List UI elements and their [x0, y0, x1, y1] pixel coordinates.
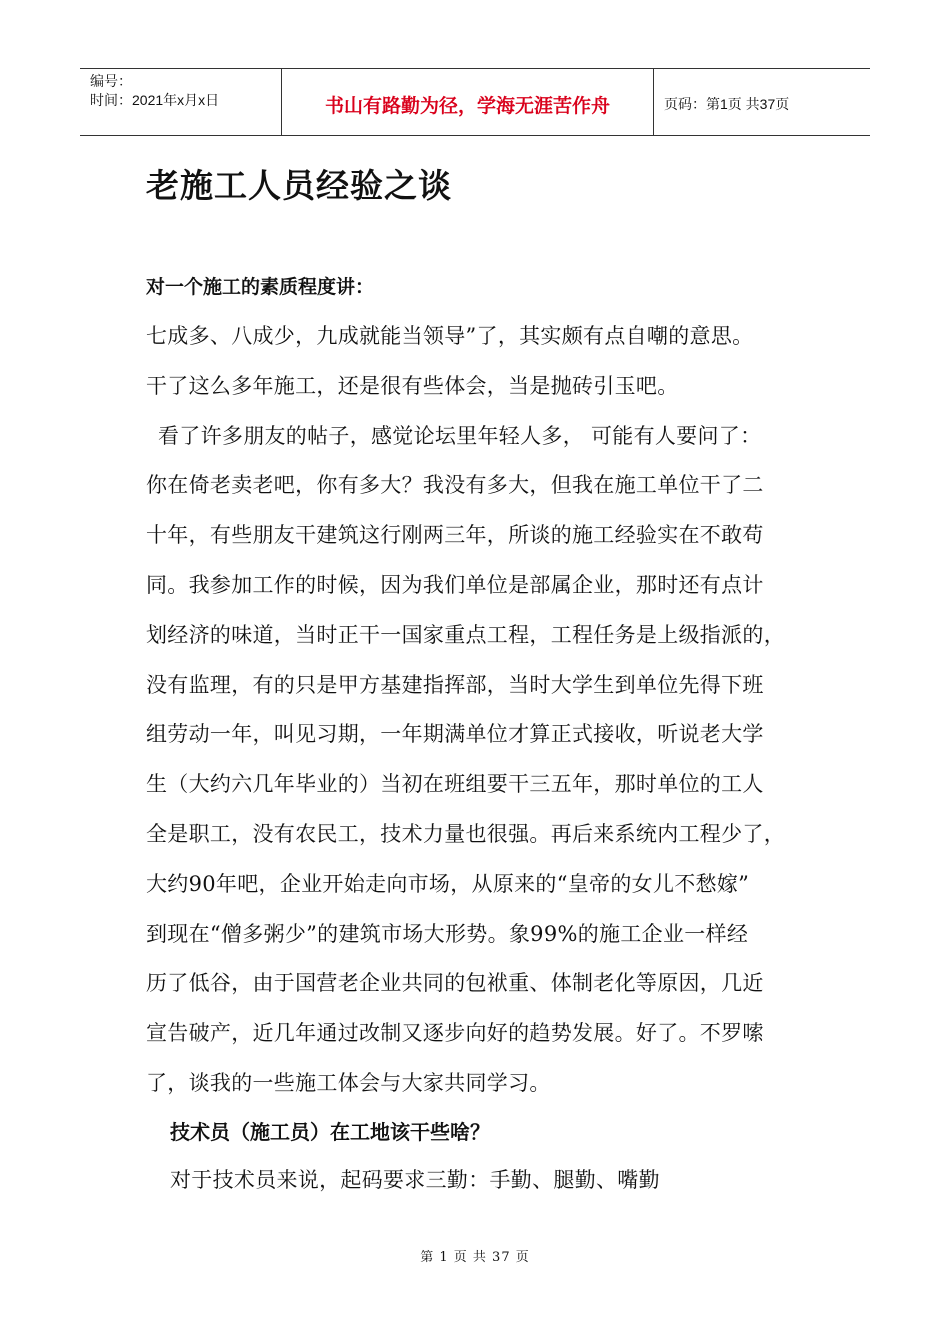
paragraph-line: 生（大约六几年毕业的）当初在班组要干三五年，那时单位的工人 — [146, 772, 764, 797]
paragraph-line: 了，谈我的一些施工体会与大家共同学习。 — [146, 1070, 551, 1095]
page-info-cell — [654, 69, 870, 135]
page-info-text: 页码：第1页 共37页 — [664, 96, 790, 112]
header-table — [80, 68, 870, 136]
paragraph-line: 同。我参加工作的时候，因为我们单位是部属企业，那时还有点计 — [146, 572, 764, 597]
number-label: 编号： — [90, 73, 132, 89]
paragraph-line: 大约90年吧，企业开始走向市场，从原来的“皇帝的女儿不愁嫁” — [146, 871, 750, 896]
paragraph-line: 看了许多朋友的帖子，感觉论坛里年轻人多， 可能有人要问了： — [158, 423, 762, 448]
motto-text: 书山有路勤为径，学海无涯苦作舟 — [324, 94, 610, 117]
section-heading: 技术员（施工员）在工地该干些啥？ — [170, 1120, 490, 1144]
paragraph-line: 没有监理，有的只是甲方基建指挥部，当时大学生到单位先得下班 — [146, 672, 764, 697]
paragraph-line: 历了低谷，由于国营老企业共同的包袱重、体制老化等原因，几近 — [146, 971, 764, 996]
subheading: 对一个施工的素质程度讲： — [146, 276, 375, 298]
header-meta-cell — [80, 69, 282, 135]
page-footer: 第 1 页 共 37 页 — [420, 1250, 530, 1265]
paragraph-line: 宣告破产，近几年通过改制又逐步向好的趋势发展。好了。不罗嗦 — [146, 1021, 764, 1046]
motto-cell — [282, 69, 654, 135]
paragraph-line: 你在倚老卖老吧，你有多大？我没有多大，但我在施工单位干了二 — [146, 473, 764, 498]
document-title: 老施工人员经验之谈 — [146, 166, 452, 205]
paragraph-line: 全是职工，没有农民工，技术力量也很强。再后来系统内工程少了， — [146, 821, 785, 846]
time-label: 时间：2021年x月x日 — [90, 92, 220, 108]
section-text: 对于技术员来说，起码要求三勤：手勤、腿勤、嘴勤 — [170, 1168, 660, 1192]
paragraph-line: 七成多、八成少，九成就能当领导”了，其实颇有点自嘲的意思。 — [146, 324, 754, 348]
paragraph-line: 划经济的味道，当时正干一国家重点工程，工程任务是上级指派的， — [146, 622, 785, 647]
body-paragraph — [146, 312, 818, 1109]
paragraph-line: 十年，有些朋友干建筑这行刚两三年，所谈的施工经验实在不敢苟 — [146, 523, 764, 548]
paragraph-line: 到现在“僧多粥少”的建筑市场大形势。象99%的施工企业一样经 — [146, 921, 749, 946]
paragraph-line: 干了这么多年施工，还是很有些体会，当是抛砖引玉吧。 — [146, 373, 679, 398]
paragraph-line: 组劳动一年，叫见习期，一年期满单位才算正式接收，听说老大学 — [146, 722, 764, 747]
